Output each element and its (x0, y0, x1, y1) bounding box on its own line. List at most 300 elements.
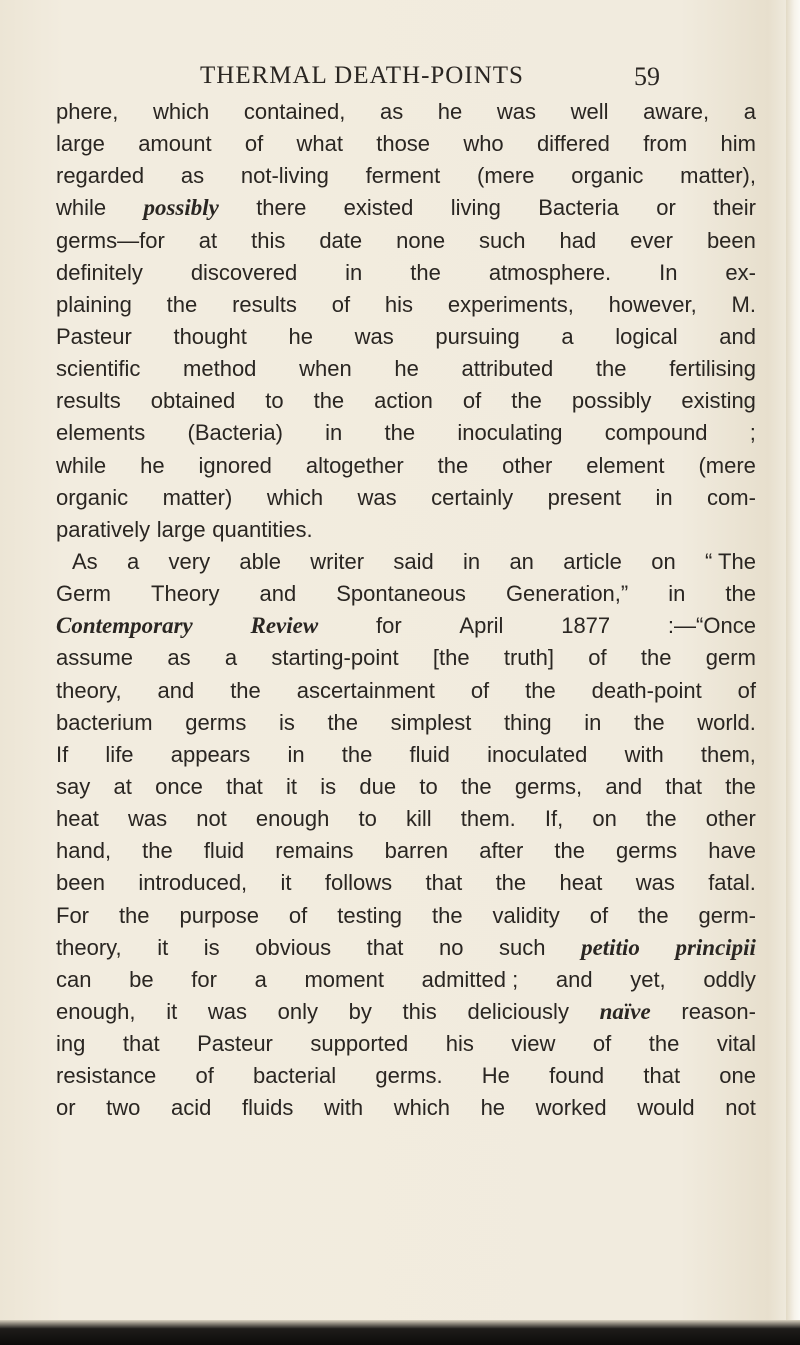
word: which (152, 99, 210, 124)
word: For (56, 902, 89, 928)
text-line (56, 739, 756, 771)
text-line (56, 417, 756, 449)
word: deliciously (467, 998, 569, 1024)
word: fluid (203, 838, 245, 864)
word: the (725, 773, 756, 799)
word: plaining (56, 291, 132, 317)
word: (Bacteria) (187, 420, 283, 446)
word: oddly (703, 966, 756, 992)
word: :—“Once (667, 613, 756, 639)
word: such (499, 934, 546, 960)
word: quantities. (212, 516, 313, 542)
word: was (496, 99, 536, 124)
word: results (232, 291, 297, 317)
word: aware, (643, 99, 710, 124)
word: com- (707, 484, 756, 510)
word: after (479, 838, 524, 864)
word: at (113, 773, 132, 799)
text-line (56, 514, 756, 546)
word: logical (615, 323, 678, 349)
word: very (168, 548, 211, 574)
word: inoculated (487, 741, 588, 767)
word: existing (681, 388, 756, 414)
word: his (384, 291, 414, 317)
text-line (56, 546, 756, 578)
italic-word: petitio (581, 934, 640, 960)
word: matter), (680, 163, 756, 189)
word: reason- (681, 998, 756, 1024)
running-head (200, 62, 660, 96)
text-line (56, 385, 756, 417)
word: is (278, 709, 295, 735)
word: discovered (190, 259, 298, 285)
word: present (547, 484, 621, 510)
word: Pasteur (197, 1031, 273, 1057)
word: resistance (56, 1063, 157, 1089)
word: large (156, 516, 206, 542)
word: germs—for (56, 227, 165, 253)
word: able (239, 548, 281, 574)
text-line (56, 996, 756, 1028)
word: was (127, 806, 168, 832)
word: due (359, 773, 397, 799)
word: of (195, 1063, 214, 1089)
word: writer (310, 548, 365, 574)
word: to (358, 806, 377, 832)
word: and (157, 677, 195, 703)
word: be (129, 966, 154, 992)
word: was (207, 998, 247, 1024)
text-line (56, 1060, 756, 1092)
word: moment (304, 966, 384, 992)
word: in (584, 709, 602, 735)
word: other (705, 806, 756, 832)
word: none (396, 227, 446, 253)
italic-word: possibly (143, 195, 219, 221)
word: contained, (243, 99, 346, 124)
word: found (549, 1063, 605, 1089)
word: other (502, 452, 553, 478)
word: Germ (56, 581, 111, 607)
word: regarded (56, 163, 145, 189)
word: ing (56, 1031, 86, 1057)
word: what (296, 131, 343, 157)
italic-word: Review (250, 613, 319, 639)
word: not-living (240, 163, 329, 189)
word: there (256, 195, 307, 221)
text-line (56, 610, 756, 642)
word: validity (492, 902, 560, 928)
text-line (56, 1092, 756, 1124)
word: them. (460, 806, 516, 832)
word: for (191, 966, 217, 992)
text-line (56, 128, 756, 160)
word: testing (337, 902, 403, 928)
word: is (320, 773, 337, 799)
word: the (725, 581, 756, 607)
text-line (56, 835, 756, 867)
word: large (56, 131, 105, 157)
word: the (230, 677, 261, 703)
word: or (56, 1095, 76, 1121)
word: his (445, 1031, 474, 1057)
word: them, (700, 741, 756, 767)
text-line (56, 771, 756, 803)
word: view (511, 1031, 556, 1057)
word: two (106, 1095, 141, 1121)
word: supported (310, 1031, 409, 1057)
word: in (655, 484, 673, 510)
word: barren (384, 838, 449, 864)
word: organic (56, 484, 129, 510)
word: thought (173, 323, 247, 349)
word: the (554, 838, 585, 864)
word: existed (343, 195, 414, 221)
word: enough, (56, 998, 136, 1024)
word: he (437, 99, 463, 124)
word: vital (716, 1031, 756, 1057)
word: a (743, 99, 756, 124)
word: 1877 (561, 613, 611, 639)
word: April (459, 613, 504, 639)
word: appears (170, 741, 251, 767)
word: been (56, 870, 105, 896)
word: the (461, 773, 492, 799)
word: Spontaneous (336, 581, 466, 607)
word: while (56, 195, 107, 221)
word: remains (275, 838, 354, 864)
word: As (72, 548, 98, 574)
word: theory, (56, 677, 122, 703)
word: bacterial (253, 1063, 337, 1089)
word: world. (697, 709, 756, 735)
word: of (470, 677, 490, 703)
word: heat (56, 806, 99, 832)
word: assume (56, 645, 134, 671)
italic-word: naïve (599, 998, 651, 1024)
word: heat (559, 870, 603, 896)
word: when (299, 356, 352, 382)
word: was (354, 323, 394, 349)
word: germs, (514, 773, 583, 799)
word: obvious (255, 934, 332, 960)
word: that (122, 1031, 160, 1057)
word: truth] (503, 645, 554, 671)
text-line (56, 192, 756, 224)
word: date (319, 227, 363, 253)
word: the (166, 291, 198, 317)
text-line (56, 482, 756, 514)
word: the (525, 677, 556, 703)
word: atmosphere. (488, 259, 612, 285)
text-line (56, 675, 756, 707)
word: M. (731, 291, 756, 317)
text-line (56, 642, 756, 674)
italic-word: principii (675, 934, 756, 960)
text-line (56, 160, 756, 192)
word: been (706, 227, 756, 253)
word: a (254, 966, 267, 992)
word: purpose (179, 902, 259, 928)
word: this (402, 998, 437, 1024)
word: no (438, 934, 464, 960)
word: that (366, 934, 404, 960)
word: follows (324, 870, 393, 896)
word: only (277, 998, 318, 1024)
word: the (634, 709, 665, 735)
text-line (56, 1028, 756, 1060)
word: ; (749, 420, 756, 446)
word: one (719, 1063, 756, 1089)
word: germs (616, 838, 678, 864)
word: fluid (409, 741, 450, 767)
word: that (643, 1063, 681, 1089)
word: living (450, 195, 501, 221)
word: who (463, 131, 504, 157)
word: a (126, 548, 140, 574)
word: elements (56, 420, 146, 446)
word: and (719, 323, 756, 349)
word: well (570, 99, 609, 124)
word: can (56, 966, 92, 992)
word: it (280, 870, 292, 896)
word: paratively (56, 516, 151, 542)
word: he (394, 356, 419, 382)
word: action (374, 388, 433, 414)
word: ferment (365, 163, 441, 189)
text-line (56, 803, 756, 835)
word: the (341, 741, 373, 767)
word: in (325, 420, 343, 446)
word: the (118, 902, 150, 928)
word: fluids (242, 1095, 294, 1121)
word: to (419, 773, 438, 799)
word: element (586, 452, 665, 478)
word: was (357, 484, 397, 510)
word: attributed (461, 356, 554, 382)
word: an (509, 548, 534, 574)
word: the (511, 388, 542, 414)
word: in (463, 548, 481, 574)
word: kill (405, 806, 432, 832)
word: inoculating (457, 420, 563, 446)
word: in (668, 581, 686, 607)
word: results (56, 388, 121, 414)
word: the (384, 420, 416, 446)
word: of (288, 902, 308, 928)
word: ascertainment (296, 677, 435, 703)
word: the (648, 1031, 680, 1057)
page-bottom-edge (0, 1320, 800, 1345)
page-number: 59 (634, 62, 660, 91)
word: he (480, 1095, 506, 1121)
word: the (431, 902, 463, 928)
word: (mere (477, 163, 535, 189)
word: the (638, 902, 669, 928)
word: the (410, 259, 441, 285)
word: of (588, 645, 607, 671)
text-line (56, 96, 756, 128)
text-line (56, 964, 756, 996)
word: that (665, 773, 703, 799)
word: [the (432, 645, 470, 671)
word: which (266, 484, 324, 510)
word: him (720, 131, 756, 157)
word: scientific (56, 356, 141, 382)
word: of (589, 902, 609, 928)
text-line (56, 707, 756, 739)
word: on (592, 806, 617, 832)
word: with (624, 741, 664, 767)
word: worked (535, 1095, 607, 1121)
word: of (331, 291, 351, 317)
word: matter) (162, 484, 233, 510)
word: theory, (56, 934, 122, 960)
word: this (251, 227, 286, 253)
word: for (375, 613, 402, 639)
word: bacterium (56, 709, 153, 735)
word: while (56, 452, 107, 478)
word: had (559, 227, 597, 253)
word: experiments, (447, 291, 574, 317)
word: would (637, 1095, 695, 1121)
text-line (56, 225, 756, 257)
word: not (196, 806, 227, 832)
word: a (561, 323, 574, 349)
word: said (393, 548, 434, 574)
word: possibly (571, 388, 652, 414)
word: simplest (390, 709, 472, 735)
word: such (479, 227, 526, 253)
word: If, (544, 806, 564, 832)
word: by (348, 998, 372, 1024)
word: say (56, 773, 91, 799)
word: germs (185, 709, 247, 735)
word: obtained (150, 388, 236, 414)
word: is (203, 934, 220, 960)
word: Theory (151, 581, 220, 607)
word: ever (630, 227, 673, 253)
word: with (323, 1095, 364, 1121)
word: the (437, 452, 469, 478)
word: it (286, 773, 298, 799)
word: life (105, 741, 134, 767)
text-line (56, 900, 756, 932)
word: have (708, 838, 756, 864)
text-line (56, 321, 756, 353)
word: of (462, 388, 482, 414)
word: as (167, 645, 191, 671)
word: organic (571, 163, 644, 189)
word: In (659, 259, 678, 285)
word: Bacteria (538, 195, 619, 221)
word: was (635, 870, 675, 896)
word: amount (138, 131, 212, 157)
word: which (393, 1095, 450, 1121)
word: Pasteur (56, 323, 132, 349)
word: differed (536, 131, 610, 157)
word: of (737, 677, 756, 703)
word: as (180, 163, 205, 189)
word: the (313, 388, 345, 414)
word: that (425, 870, 463, 896)
text-line (56, 932, 756, 964)
word: and (259, 581, 297, 607)
text-line (56, 289, 756, 321)
word: those (376, 131, 431, 157)
word: it (166, 998, 178, 1024)
word: hand, (56, 838, 112, 864)
word: the (595, 356, 627, 382)
word: ex- (725, 259, 756, 285)
word: of (244, 131, 264, 157)
word: it (157, 934, 169, 960)
word: method (183, 356, 257, 382)
word: not (725, 1095, 756, 1121)
word: introduced, (138, 870, 248, 896)
word: the (142, 838, 173, 864)
word: article (563, 548, 622, 574)
word: ignored (198, 452, 272, 478)
page-edge (786, 0, 800, 1345)
word: their (713, 195, 756, 221)
word: that (226, 773, 263, 799)
word: the (640, 645, 672, 671)
word: “ The (704, 548, 756, 574)
word: however, (608, 291, 697, 317)
word: enough (255, 806, 330, 832)
word: yet, (630, 966, 666, 992)
word: germ- (698, 902, 756, 928)
word: certainly (431, 484, 514, 510)
word: as (379, 99, 404, 124)
word: He (481, 1063, 510, 1089)
word: fertilising (669, 356, 756, 382)
word: starting-point (271, 645, 399, 671)
word: Generation,” (505, 581, 629, 607)
text-line (56, 257, 756, 289)
word: the (495, 870, 527, 896)
word: in (345, 259, 363, 285)
word: from (643, 131, 688, 157)
word: death-point (591, 677, 702, 703)
word: fatal. (708, 870, 756, 896)
text-line (56, 867, 756, 899)
text-line (56, 578, 756, 610)
running-title: THERMAL DEATH-POINTS (200, 62, 524, 89)
word: thing (503, 709, 552, 735)
word: in (287, 741, 305, 767)
word: admitted ; (421, 966, 519, 992)
word: (mere (698, 452, 756, 478)
word: and (555, 966, 593, 992)
word: he (288, 323, 313, 349)
word: the (327, 709, 359, 735)
word: or (656, 195, 676, 221)
word: to (265, 388, 284, 414)
word: If (56, 741, 69, 767)
word: of (592, 1031, 612, 1057)
word: once (155, 773, 203, 799)
text-line (56, 353, 756, 385)
body-text (56, 96, 756, 1125)
word: compound (604, 420, 708, 446)
word: he (140, 452, 165, 478)
word: altogether (305, 452, 404, 478)
word: definitely (56, 259, 143, 285)
word: germs. (375, 1063, 443, 1089)
word: and (605, 773, 643, 799)
